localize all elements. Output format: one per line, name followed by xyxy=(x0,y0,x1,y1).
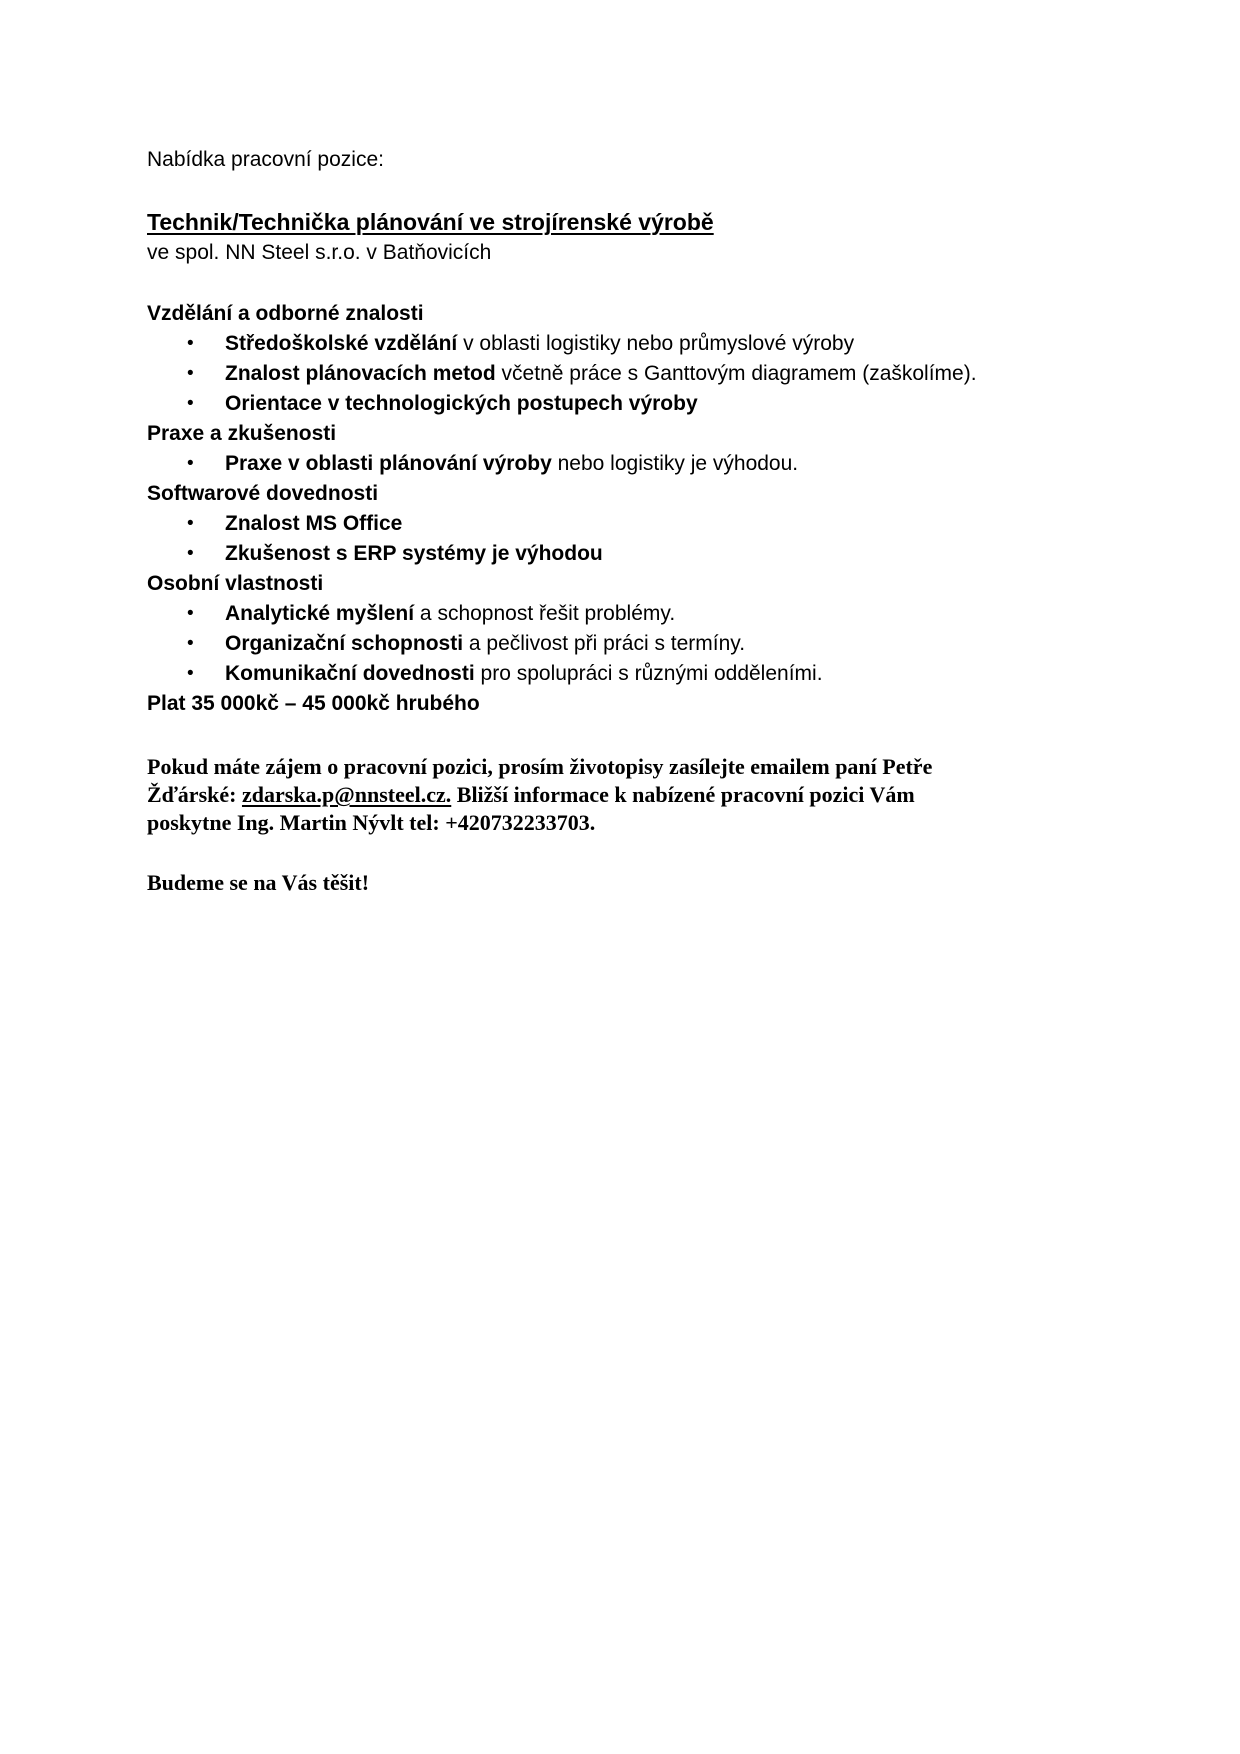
bullet-icon: • xyxy=(187,543,194,564)
list-item xyxy=(147,659,1140,689)
list-item-bold: Znalost plánovacích metod xyxy=(225,362,496,385)
bullet-icon: • xyxy=(187,363,194,384)
list-item xyxy=(147,359,1140,389)
contact-paragraph xyxy=(147,753,1140,837)
list-item-rest: včetně práce s Ganttovým diagramem (zaškolíme). xyxy=(495,362,977,385)
bullet-icon: • xyxy=(187,393,194,414)
list-item-rest: v oblasti logistiky nebo průmyslové výroby xyxy=(457,332,855,355)
list-item xyxy=(147,329,1140,359)
list-item-rest: a schopnost řešit problémy. xyxy=(414,602,676,625)
list-item-rest: nebo logistiky je výhodou. xyxy=(551,452,799,475)
list-item-bold: Zkušenost s ERP systémy je výhodou xyxy=(225,542,603,565)
contact-line-2-post: Bližší informace k nabízené pracovní pozici Vám xyxy=(451,782,915,807)
bullet-icon: • xyxy=(187,453,194,474)
bullet-icon: • xyxy=(187,333,194,354)
list-item xyxy=(147,509,1140,539)
list-item xyxy=(147,449,1140,479)
email-link[interactable]: zdarska.p@nnsteel.cz. xyxy=(241,782,452,807)
list-item-rest: pro spolupráci s různými odděleními. xyxy=(474,662,823,685)
job-title-text: Technik/Technička plánování ve strojírenské výrobě xyxy=(147,209,714,235)
list-item-bold: Organizační schopnosti xyxy=(225,632,464,655)
personality-list xyxy=(147,599,1140,689)
section-heading-experience: Praxe a zkušenosti xyxy=(147,422,337,445)
section-heading-personality: Osobní vlastnosti xyxy=(147,572,324,595)
bullet-icon: • xyxy=(187,633,194,654)
list-item xyxy=(147,389,1140,419)
software-list xyxy=(147,509,1140,569)
list-item-rest: a pečlivost při práci s termíny. xyxy=(463,632,746,655)
contact-line-3: poskytne Ing. Martin Nývlt tel: +420732233703. xyxy=(147,810,596,835)
list-item-bold: Praxe v oblasti plánování výroby xyxy=(225,452,552,475)
section-heading-education: Vzdělání a odborné znalosti xyxy=(147,302,424,325)
list-item-bold: Komunikační dovednosti xyxy=(225,662,475,685)
contact-line-1: Pokud máte zájem o pracovní pozici, prosím životopisy zasílejte emailem paní Petře xyxy=(147,754,933,779)
bullet-icon: • xyxy=(187,513,194,534)
bullet-icon: • xyxy=(187,663,194,684)
list-item-bold: Znalost MS Office xyxy=(225,512,403,535)
list-item-bold: Analytické myšlení xyxy=(225,602,415,625)
list-item-bold: Středoškolské vzdělání xyxy=(225,332,458,355)
intro-line: Nabídka pracovní pozice: xyxy=(147,148,384,171)
list-item-bold: Orientace v technologických postupech výroby xyxy=(225,392,698,415)
list-item xyxy=(147,539,1140,569)
experience-list xyxy=(147,449,1140,479)
closing-line: Budeme se na Vás těšit! xyxy=(147,870,370,895)
company-line: ve spol. NN Steel s.r.o. v Batňovicích xyxy=(147,241,492,264)
salary-line: Plat 35 000kč – 45 000kč hrubého xyxy=(147,692,480,715)
section-heading-software: Softwarové dovednosti xyxy=(147,482,379,505)
list-item xyxy=(147,599,1140,629)
list-item xyxy=(147,629,1140,659)
education-list xyxy=(147,329,1140,419)
requirements-block xyxy=(147,299,1140,719)
job-title xyxy=(147,206,1140,238)
bullet-icon: • xyxy=(187,603,194,624)
contact-line-2-pre: Žďárské: xyxy=(147,782,242,807)
